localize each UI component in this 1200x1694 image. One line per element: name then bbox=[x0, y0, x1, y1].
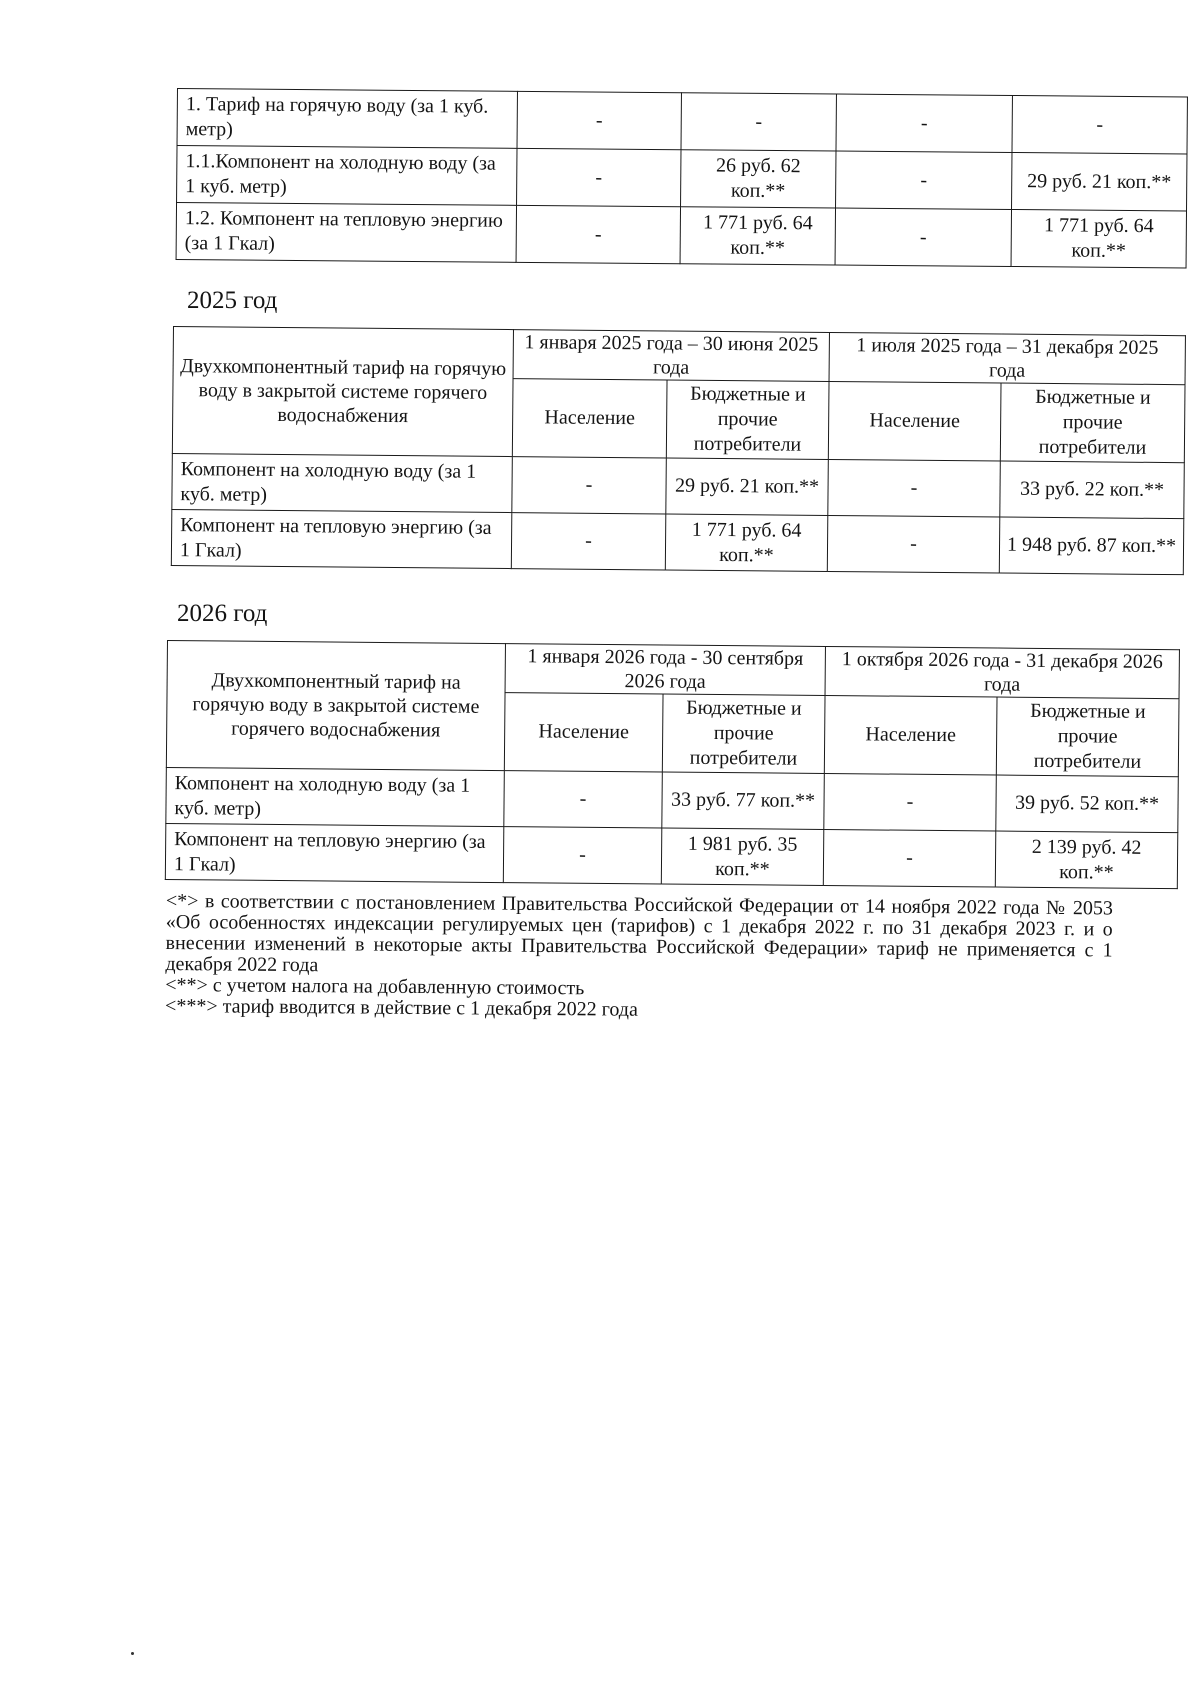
cell-value: - bbox=[828, 459, 1001, 517]
cell-value: 29 руб. 21 коп.** bbox=[666, 458, 829, 515]
cell-value: 2 139 руб. 42 коп.** bbox=[995, 831, 1178, 889]
row-label: 1.2. Компонент на тепловую энергию (за 1 Гкал) bbox=[176, 203, 516, 263]
cell-value: - bbox=[824, 773, 997, 831]
cell-value: - bbox=[836, 151, 1012, 209]
cell-value: - bbox=[517, 148, 681, 206]
table-row bbox=[166, 767, 1178, 832]
cell-value: 29 руб. 21 коп.** bbox=[1012, 152, 1187, 210]
footnotes bbox=[165, 891, 1113, 1024]
table-header-row bbox=[173, 327, 1185, 385]
cell-value: 39 руб. 52 коп.** bbox=[996, 775, 1179, 833]
cell-value: - bbox=[1012, 95, 1187, 153]
cell-value: - bbox=[504, 771, 663, 828]
column-population: Население bbox=[828, 381, 1001, 461]
row-label: Компонент на тепловую энергию (за 1 Гкал) bbox=[171, 509, 511, 568]
footnote-3: <***> тариф вводится в действие с 1 декабря 2022 года bbox=[165, 994, 638, 1021]
cell-value: 33 руб. 77 коп.** bbox=[662, 772, 825, 829]
table-row bbox=[171, 509, 1183, 574]
cell-value: - bbox=[681, 93, 836, 151]
cell-value: - bbox=[823, 829, 996, 887]
cell-value: 33 руб. 22 коп.** bbox=[1000, 461, 1185, 519]
cell-value: - bbox=[835, 208, 1011, 266]
tariff-table-top bbox=[176, 88, 1188, 268]
table-header-row bbox=[167, 641, 1179, 699]
cell-value: - bbox=[517, 91, 681, 149]
period-header: 1 января 2026 года - 30 сентября 2026 года bbox=[505, 644, 825, 696]
table-row bbox=[176, 203, 1186, 268]
cell-value: 1 771 руб. 64 коп.** bbox=[1011, 209, 1186, 267]
column-budget: Бюджетные и прочие потребители bbox=[662, 694, 825, 773]
cell-value: - bbox=[836, 94, 1012, 152]
year-heading-2025: 2025 год bbox=[187, 287, 278, 314]
column-budget: Бюджетные и прочие потребители bbox=[1000, 383, 1185, 463]
scan-speck bbox=[131, 1652, 134, 1655]
header-label: Двухкомпонентный тариф на горячую воду в закрытой системе горячего водоснабжения bbox=[172, 327, 513, 457]
cell-value: 1 981 руб. 35 коп.** bbox=[661, 828, 824, 885]
cell-value: 1 771 руб. 64 коп.** bbox=[665, 514, 828, 571]
column-population: Население bbox=[512, 379, 667, 458]
cell-value: 26 руб. 62 коп.** bbox=[681, 150, 836, 208]
cell-value: - bbox=[511, 513, 666, 570]
cell-value: 1 948 руб. 87 коп.** bbox=[999, 517, 1184, 575]
cell-value: - bbox=[512, 457, 667, 514]
period-header: 1 октября 2026 года - 31 декабря 2026 года bbox=[825, 646, 1179, 698]
row-label: 1. Тариф на горячую воду (за 1 куб. метр) bbox=[177, 89, 517, 149]
footnote-2: <**> с учетом налога на добавленную стоимость bbox=[165, 973, 585, 1000]
period-header: 1 июля 2025 года – 31 декабря 2025 года bbox=[829, 332, 1185, 384]
row-label: Компонент на тепловую энергию (за 1 Гкал) bbox=[165, 823, 503, 882]
cell-value: - bbox=[503, 827, 662, 884]
tariff-table-2025 bbox=[171, 326, 1186, 575]
table-row bbox=[165, 823, 1177, 888]
table-row bbox=[177, 89, 1187, 154]
year-heading-2026: 2026 год bbox=[177, 600, 268, 627]
column-budget: Бюджетные и прочие потребители bbox=[996, 697, 1179, 777]
cell-value: - bbox=[516, 205, 680, 263]
cell-value: 1 771 руб. 64 коп.** bbox=[680, 207, 835, 265]
column-population: Население bbox=[824, 695, 997, 775]
header-label: Двухкомпонентный тариф на горячую воду в закрытой системе горячего водоснабжения bbox=[166, 641, 505, 771]
cell-value: - bbox=[827, 515, 1000, 573]
period-header: 1 января 2025 года – 30 июня 2025 года bbox=[513, 330, 829, 382]
footnote-1: <*> в соответствии с постановлением Правительства Российской Федерации от 14 ноября 2022 года № 2053 «Об особенностях индексации регулируемых цен (тарифов) с 1 декабря 2022 г. по 31 декабря 2023 г. и о внесении изменений в некоторые акты Правительства Российской Федерации» тариф не применяется с 1 декабря 2022 года bbox=[165, 890, 1113, 977]
table-row bbox=[172, 453, 1184, 518]
table-row bbox=[177, 146, 1187, 211]
row-label: Компонент на холодную воду (за 1 куб. метр) bbox=[166, 767, 504, 826]
row-label: 1.1.Компонент на холодную воду (за 1 куб. метр) bbox=[177, 146, 517, 206]
tariff-table-2026 bbox=[165, 640, 1180, 889]
column-population: Население bbox=[504, 693, 663, 772]
column-budget: Бюджетные и прочие потребители bbox=[666, 380, 829, 459]
row-label: Компонент на холодную воду (за 1 куб. метр) bbox=[172, 453, 512, 512]
